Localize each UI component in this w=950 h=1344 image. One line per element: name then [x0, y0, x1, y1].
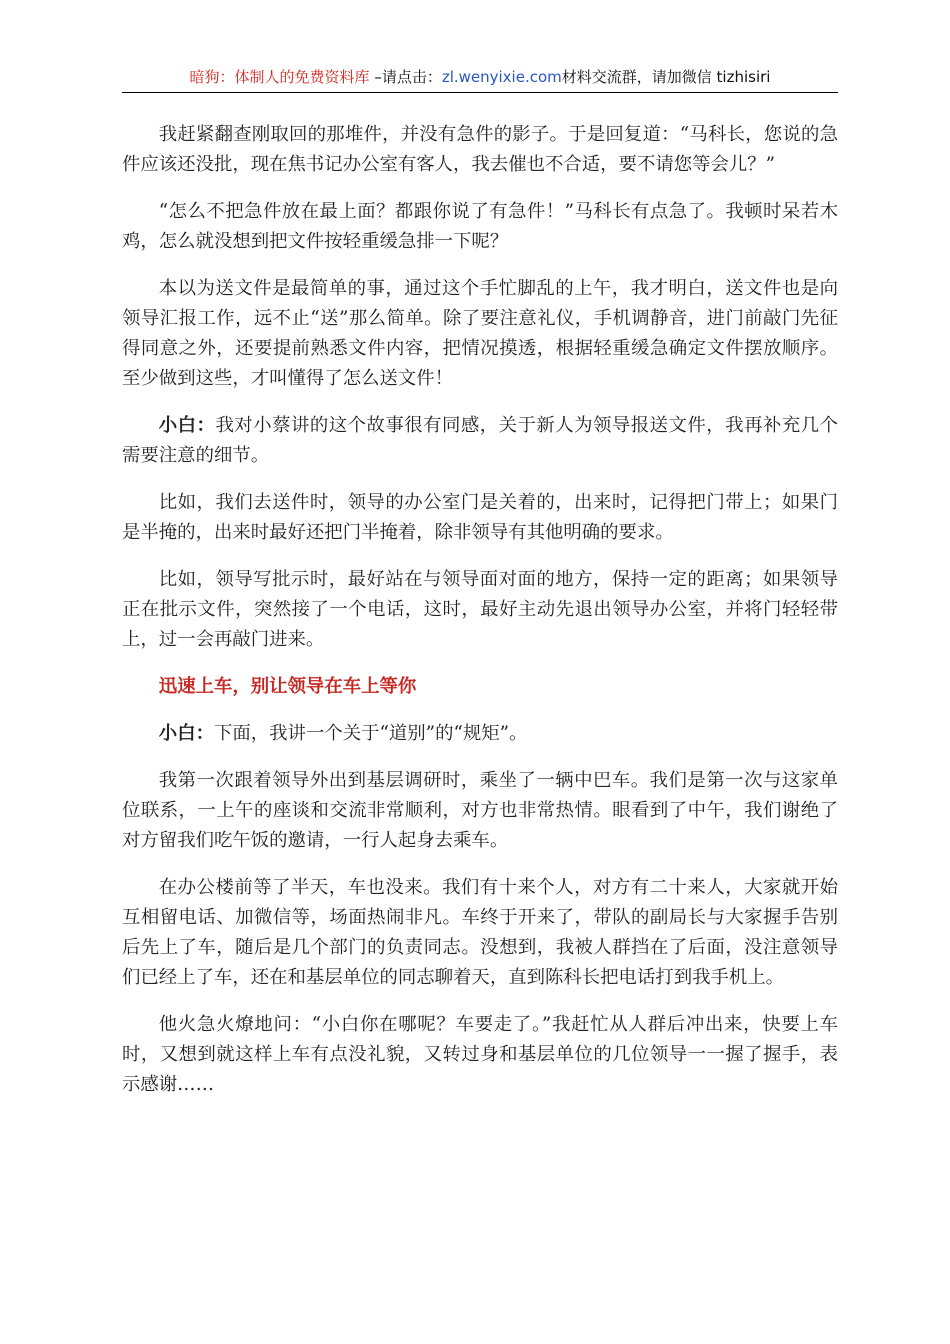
paragraph: 我第一次跟着领导外出到基层调研时，乘坐了一辆中巴车。我们是第一次与这家单位联系，一上午的座谈和交流非常顺利，对方也非常热情。眼看到了中午，我们谢绝了对方留我们吃午饭的邀请，一行人起身去乘车。 — [122, 770, 838, 851]
paragraph: 比如，我们去送件时，领导的办公室门是关着的，出来时，记得把门带上；如果门是半掩的，出来时最好还把门半掩着，除非领导有其他明确的要求。 — [122, 492, 838, 543]
speaker-label: 小白： — [158, 723, 214, 744]
paragraph: “怎么不把急件放在最上面？都跟你说了有急件！”马科长有点急了。我顿时呆若木鸡，怎么就没想到把文件按轻重缓急排一下呢？ — [122, 201, 838, 252]
paragraph: 小白：我对小蔡讲的这个故事很有同感，关于新人为领导报送文件，我再补充几个需要注意的细节。 — [122, 415, 838, 466]
paragraph: 本以为送文件是最简单的事，通过这个手忙脚乱的上午，我才明白，送文件也是向领导汇报工作，远不止“送”那么简单。除了要注意礼仪，手机调静音，进门前敲门先征得同意之外，还要提前熟悉文件内容，把情况摸透，根据轻重缓急确定文件摆放顺序。至少做到这些，才叫懂得了怎么送文件！ — [122, 278, 838, 389]
header-divider — [122, 92, 838, 93]
page-header — [122, 66, 838, 88]
paragraph: 小白：下面，我讲一个关于“道别”的“规矩”。 — [158, 723, 528, 744]
header-brand: 暗狗：体制人的免费资料库 — [189, 68, 370, 86]
paragraph: 他火急火燎地问：“小白你在哪呢？车要走了。”我赶忙从人群后冲出来，快要上车时，又想到就这样上车有点没礼貌，又转过身和基层单位的几位领导一一握了握手，表示感谢…… — [122, 1014, 838, 1095]
paragraph: 我赶紧翻查刚取回的那堆件，并没有急件的影子。于是回复道：“马科长，您说的急件应该还没批，现在焦书记办公室有客人，我去催也不合适，要不请您等会儿？” — [122, 124, 838, 175]
header-prompt: –请点击： — [369, 68, 442, 86]
section-heading: 迅速上车，别让领导在车上等你 — [158, 676, 417, 697]
speaker-label: 小白： — [158, 415, 216, 436]
article-body — [122, 120, 838, 1117]
header-wechat: 材料交流群，请加微信 tizhisiri — [561, 68, 771, 86]
paragraph: 比如，领导写批示时，最好站在与领导面对面的地方，保持一定的距离；如果领导正在批示文件，突然接了一个电话，这时，最好主动先退出领导办公室，并将门轻轻带上，过一会再敲门进来。 — [122, 569, 838, 650]
paragraph: 在办公楼前等了半天，车也没来。我们有十来个人，对方有二十来人，大家就开始互相留电话、加微信等，场面热闹非凡。车终于开来了，带队的副局长与大家握手告别后先上了车，随后是几个部门的负责同志。没想到，我被人群挡在了后面，没注意领导们已经上了车，还在和基层单位的同志聊着天，直到陈科长把电话打到我手机上。 — [122, 877, 838, 988]
header-link[interactable]: zl.wenyixie.com — [441, 68, 562, 86]
